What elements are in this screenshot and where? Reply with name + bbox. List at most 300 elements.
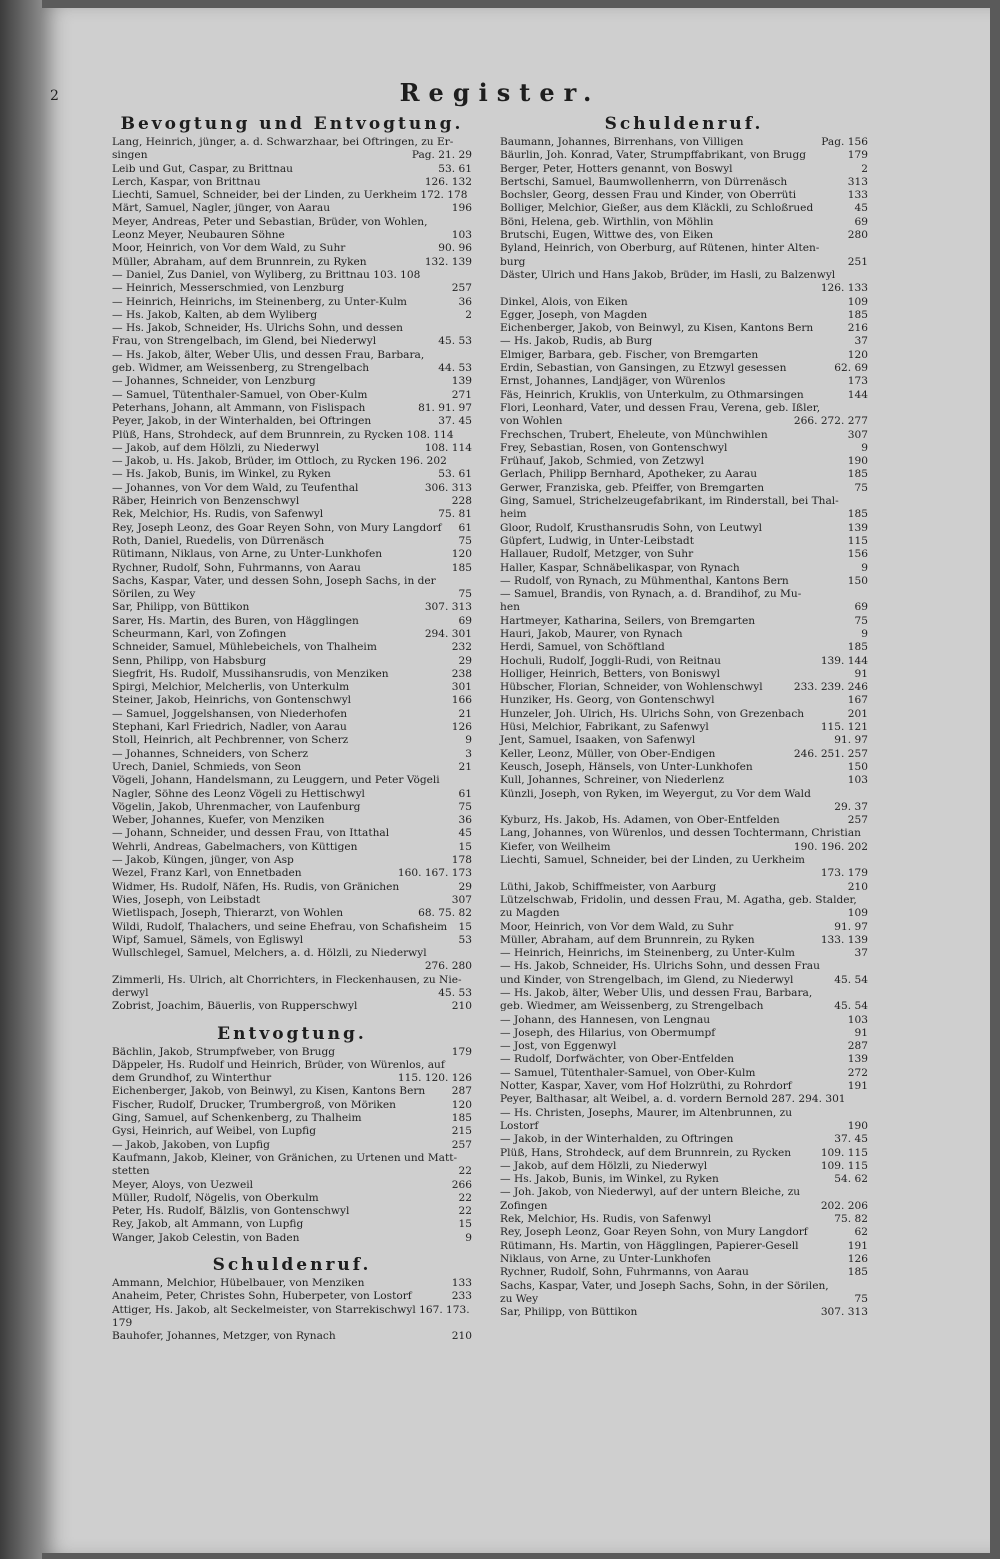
entry-pages: 22 <box>456 1192 472 1205</box>
entry-name: Frey, Sebastian, Rosen, von Gontenschwyl <box>500 441 728 454</box>
entry-pages: 115. 120. 126 <box>395 1072 472 1085</box>
register-entry <box>112 668 472 681</box>
register-entry <box>112 282 472 295</box>
register-entry <box>112 402 472 415</box>
entry-name: Dinkel, Alois, von Eiken <box>500 295 628 308</box>
register-entry <box>500 189 868 202</box>
register-entry <box>112 202 472 215</box>
entry-name: Däppeler, Hs. Rudolf und Heinrich, Brüder, von Würenlos, auf <box>112 1058 445 1071</box>
entry-name: Kaufmann, Jakob, Kleiner, von Gränichen, zu Urtenen und Matt- <box>112 1151 458 1164</box>
entry-name: von Wohlen <box>500 415 563 428</box>
entry-name: Bäurlin, Joh. Konrad, Vater, Strumpffabrikant, von Brugg <box>500 149 807 162</box>
entry-pages: 53. 61 <box>435 468 472 481</box>
entry-pages: 210 <box>449 1000 472 1013</box>
entry-name: — Samuel, Tütenthaler-Samuel, von Ober-Kulm <box>112 388 368 401</box>
register-entry <box>500 548 868 561</box>
entry-pages: 29 <box>456 655 472 668</box>
entry-name: heim <box>500 508 527 521</box>
entry-pages: 272 <box>845 1067 868 1080</box>
entry-name: Moor, Heinrich, von Vor dem Wald, zu Suhr <box>500 920 734 933</box>
register-entry <box>112 495 472 508</box>
entry-name: Hauri, Jakob, Maurer, von Rynach <box>500 627 683 640</box>
entry-pages: 75 <box>852 482 868 495</box>
entry-name: — Hs. Jakob, Rudis, ab Burg <box>500 335 653 348</box>
entry-pages: 22 <box>456 1165 472 1178</box>
entry-name: Gerlach, Philipp Bernhard, Apotheker, zu Aarau <box>500 468 758 481</box>
entry-name: Steiner, Jakob, Heinrichs, von Gontenschwyl <box>112 694 352 707</box>
register-entry <box>500 349 868 362</box>
entry-name: Wietlispach, Joseph, Thierarzt, von Wohlen <box>112 907 344 920</box>
entry-pages: 53. 61 <box>435 163 472 176</box>
entry-name: dem Grundhof, zu Winterthur <box>112 1072 272 1085</box>
entry-pages: 115 <box>845 535 868 548</box>
register-entry <box>112 375 472 388</box>
entry-name: Sar, Philipp, von Büttikon <box>112 601 250 614</box>
register-entry <box>112 974 472 987</box>
register-entry <box>500 854 868 867</box>
register-entry <box>500 242 868 255</box>
register-entry <box>112 309 472 322</box>
register-entry <box>112 455 472 468</box>
register-entry <box>112 854 472 867</box>
entry-name: Märt, Samuel, Nagler, jünger, von Aarau <box>112 202 331 215</box>
entry-pages: 75 <box>852 1293 868 1306</box>
register-entry <box>500 309 868 322</box>
entry-name: Haller, Kaspar, Schnäbelikaspar, von Rynach <box>500 561 740 574</box>
entry-name: — Jakob, in der Winterhalden, zu Oftringen <box>500 1133 734 1146</box>
register-entry <box>112 508 472 521</box>
register-entry <box>112 296 472 309</box>
register-entry <box>112 601 472 614</box>
entry-name: Keusch, Joseph, Hänsels, von Unter-Lunkhofen <box>500 760 753 773</box>
entry-pages: 75 <box>852 615 868 628</box>
entry-name: Zofingen <box>500 1199 548 1212</box>
register-entry <box>112 721 472 734</box>
entry-name: — Hs. Jakob, Schneider, Hs. Ulrichs Sohn, und dessen <box>112 322 403 335</box>
entry-pages: 75 <box>456 801 472 814</box>
register-entry <box>500 1213 868 1226</box>
entry-pages: 45 <box>456 827 472 840</box>
register-entry <box>500 748 868 761</box>
entry-name: Däster, Ulrich und Hans Jakob, Brüder, im Hasli, zu Balzenwyl <box>500 268 836 281</box>
entry-pages: 251 <box>845 256 868 269</box>
register-entry <box>112 442 472 455</box>
entry-pages: 36 <box>456 296 472 309</box>
register-entry <box>112 960 472 973</box>
register-entry <box>500 801 868 814</box>
entry-name: Notter, Kaspar, Xaver, vom Hof Holzrüthi, zu Rohrdorf <box>500 1080 792 1093</box>
register-entry <box>500 827 868 840</box>
entry-pages: 150 <box>845 761 868 774</box>
register-entry <box>112 1232 472 1245</box>
entry-name: Meyer, Aloys, von Uezweil <box>112 1178 254 1191</box>
register-entry <box>112 655 472 668</box>
entry-pages: Pag. 21. 29 <box>409 149 472 162</box>
register-entry <box>500 1027 868 1040</box>
entry-pages: 185 <box>449 562 472 575</box>
entry-name: Müller, Abraham, auf dem Brunnrein, zu Ryken <box>500 933 755 946</box>
entry-pages: 2 <box>462 309 472 322</box>
entry-name: Elmiger, Barbara, geb. Fischer, von Bremgarten <box>500 348 759 361</box>
entry-pages: 307. 313 <box>422 601 472 614</box>
register-entry <box>112 1000 472 1013</box>
register-entry <box>500 1107 868 1120</box>
entry-name: Fäs, Heinrich, Kruklis, von Unterkulm, zu Othmarsingen <box>500 388 804 401</box>
register-entry <box>500 1014 868 1027</box>
register-entry <box>500 681 868 694</box>
entry-pages: 190 <box>845 455 868 468</box>
entry-pages: 126 <box>449 721 472 734</box>
entry-name: Baumann, Johannes, Birrenhans, von Villigen <box>500 136 744 148</box>
entry-pages: 173. 179 <box>818 867 868 880</box>
entry-pages: 90. 96 <box>435 242 472 255</box>
register-entry <box>500 163 868 176</box>
register-entry <box>500 495 868 508</box>
entry-name: — Jakob, Küngen, jünger, von Asp <box>112 854 294 867</box>
entry-pages: 202. 206 <box>818 1200 868 1213</box>
register-entry <box>112 1218 472 1231</box>
entry-pages: 29 <box>456 881 472 894</box>
entry-pages: Pag. 156 <box>818 136 868 149</box>
entry-pages: 69 <box>456 615 472 628</box>
entry-pages: 173 <box>845 375 868 388</box>
entry-pages: 160. 167. 173 <box>395 867 472 880</box>
register-entry <box>112 734 472 747</box>
register-entry <box>500 322 868 335</box>
entry-name: Brutschi, Eugen, Wittwe des, von Eiken <box>500 229 714 242</box>
entry-pages: 233 <box>449 1290 472 1303</box>
register-entry <box>112 1112 472 1125</box>
entry-name: Lerch, Kaspar, von Brittnau <box>112 175 261 188</box>
entry-name: — Heinrich, Messerschmied, von Lenzburg <box>112 282 345 295</box>
entry-pages: 44. 53 <box>435 362 472 375</box>
register-entry <box>112 1165 472 1178</box>
register-entry <box>500 1053 868 1066</box>
entry-name: Müller, Abraham, auf dem Brunnrein, zu Ryken <box>112 255 367 268</box>
register-entry <box>112 522 472 535</box>
register-entry <box>112 163 472 176</box>
entry-name: Frühauf, Jakob, Schmied, von Zetzwyl <box>500 455 705 468</box>
register-entry <box>500 429 868 442</box>
entry-pages: 61 <box>456 522 472 535</box>
register-entry <box>500 256 868 269</box>
entry-pages: 54. 62 <box>831 1173 868 1186</box>
register-entry <box>500 934 868 947</box>
entry-name: derwyl <box>112 987 149 999</box>
entry-name: — Joseph, des Hilarius, von Obermumpf <box>500 1026 716 1039</box>
entry-name: Jent, Samuel, Isaaken, von Safenwyl <box>500 734 696 747</box>
entry-pages: 210 <box>449 1330 472 1343</box>
entry-name: — Hs. Jakob, Kalten, ab dem Wyliberg <box>112 308 318 321</box>
entry-name: Wullschlegel, Samuel, Melchers, a. d. Hölzli, zu Niederwyl <box>112 947 427 960</box>
entry-name: — Heinrich, Heinrichs, im Steinenberg, zu Unter-Kulm <box>112 295 407 308</box>
entry-pages: 91 <box>852 1027 868 1040</box>
entry-pages: 156 <box>845 548 868 561</box>
entry-name: Ernst, Johannes, Landjäger, von Würenlos <box>500 375 726 388</box>
entry-pages: 201 <box>845 708 868 721</box>
register-entry <box>500 1147 868 1160</box>
register-entry <box>112 389 472 402</box>
entry-name: Nagler, Söhne des Leonz Vögeli zu Hettischwyl <box>112 787 365 800</box>
register-entry <box>500 1120 868 1133</box>
entry-name: Attiger, Hs. Jakob, alt Seckelmeister, von Starrekischwyl 167. 173. 179 <box>112 1303 470 1329</box>
register-entry <box>500 734 868 747</box>
entry-name: zu Magden <box>500 907 560 920</box>
entry-name: Wipf, Samuel, Sämels, von Egliswyl <box>112 933 304 946</box>
entry-name: — Hs. Jakob, Bunis, im Winkel, zu Ryken <box>500 1173 719 1186</box>
entry-pages: 15 <box>456 921 472 934</box>
entry-name: Bauhofer, Johannes, Metzger, von Rynach <box>112 1330 336 1343</box>
entry-name: Schneider, Samuel, Mühlebeichels, von Thalheim <box>112 641 377 654</box>
entry-pages: 196 <box>449 202 472 215</box>
entry-pages: 45. 53 <box>435 987 472 1000</box>
entry-name: Flori, Leonhard, Vater, und dessen Frau, Verena, geb. Ißler, <box>500 401 821 414</box>
entry-name: Zobrist, Joachim, Bäuerlis, von Rupperschwyl <box>112 1000 358 1013</box>
register-entry <box>112 814 472 827</box>
entry-pages: 2 <box>858 163 868 176</box>
entry-pages: 139 <box>845 522 868 535</box>
entry-name: Peter, Hs. Rudolf, Bälzlis, von Gontenschwyl <box>112 1205 350 1218</box>
register-entry <box>500 668 868 681</box>
entry-name: Künzli, Joseph, von Ryken, im Weyergut, zu Vor dem Wald <box>500 787 811 800</box>
register-entry <box>112 881 472 894</box>
entry-name: — Heinrich, Heinrichs, im Steinenberg, zu Unter-Kulm <box>500 947 795 960</box>
entry-pages: 75 <box>456 588 472 601</box>
register-entry <box>500 788 868 801</box>
entry-pages: 21 <box>456 708 472 721</box>
entry-pages: 191 <box>845 1080 868 1093</box>
entry-pages: 185 <box>845 641 868 654</box>
register-entry <box>500 814 868 827</box>
register-entry <box>112 1152 472 1165</box>
entry-name: — Johannes, Schneider, von Lenzburg <box>112 375 316 388</box>
entry-name: Fischer, Rudolf, Drucker, Trumbergroß, von Möriken <box>112 1098 396 1111</box>
entry-pages: 3 <box>462 748 472 761</box>
entry-pages: 126. 133 <box>818 282 868 295</box>
entry-pages: 126 <box>845 1253 868 1266</box>
register-entry <box>500 601 868 614</box>
entry-pages: 62. 69 <box>831 362 868 375</box>
register-entry <box>112 907 472 920</box>
entry-pages: 69 <box>852 601 868 614</box>
entry-name: — Rudolf, Dorfwächter, von Ober-Entfelden <box>500 1053 734 1066</box>
register-entry <box>500 721 868 734</box>
entry-name: Rütimann, Hs. Martin, von Hägglingen, Papierer-Gesell <box>500 1239 799 1252</box>
register-entry <box>500 415 868 428</box>
register-entry <box>112 1059 472 1072</box>
register-entry <box>500 974 868 987</box>
entry-pages: 15 <box>456 841 472 854</box>
entry-name: Meyer, Andreas, Peter und Sebastian, Brüder, von Wohlen, <box>112 215 428 228</box>
entry-pages: 103 <box>845 774 868 787</box>
register-entry <box>500 1133 868 1146</box>
register-entry <box>112 628 472 641</box>
register-entry <box>112 1139 472 1152</box>
register-entry <box>500 1293 868 1306</box>
entry-pages: 109. 115 <box>818 1160 868 1173</box>
entry-pages: 91 <box>852 668 868 681</box>
register-entry <box>112 176 472 189</box>
entry-pages: 287 <box>845 1040 868 1053</box>
register-entry <box>500 389 868 402</box>
entry-name: Bolliger, Melchior, Gießer, aus dem Kläckli, zu Schloßrued <box>500 202 814 215</box>
entry-name: singen <box>112 149 148 162</box>
register-entry <box>500 641 868 654</box>
entry-pages: 120 <box>845 349 868 362</box>
entry-name: Rey, Jakob, alt Ammann, von Lupfig <box>112 1218 304 1231</box>
register-entry <box>500 1240 868 1253</box>
entry-name: Rey, Joseph Leonz, Goar Reyen Sohn, von Mury Langdorf <box>500 1226 808 1239</box>
register-entry <box>500 442 868 455</box>
entry-name: Rütimann, Niklaus, von Arne, zu Unter-Lunkhofen <box>112 548 383 561</box>
entry-name: Kiefer, von Weilheim <box>500 840 611 853</box>
entry-name: Bochsler, Georg, dessen Frau und Kinder, von Oberrüti <box>500 189 797 202</box>
register-entry <box>112 322 472 335</box>
register-entry <box>112 362 472 375</box>
entry-name: Lostorf <box>500 1119 539 1132</box>
entry-name: Gysi, Heinrich, auf Weibel, von Lupfig <box>112 1125 316 1138</box>
entry-name: Herdi, Samuel, von Schöftland <box>500 641 665 654</box>
entry-name: — Johannes, von Vor dem Wald, zu Teufenthal <box>112 481 359 494</box>
entry-pages: 307. 313 <box>818 1306 868 1319</box>
entry-name: stetten <box>112 1165 150 1178</box>
entry-pages: 109. 115 <box>818 1147 868 1160</box>
entry-name: Stephani, Karl Friedrich, Nadler, von Aarau <box>112 721 347 734</box>
entry-name: — Samuel, Tütenthaler-Samuel, von Ober-Kulm <box>500 1066 756 1079</box>
entry-name: Plüß, Hans, Strohdeck, auf dem Brunnrein, zu Rycken <box>500 1146 792 1159</box>
register-entry <box>112 708 472 721</box>
entry-pages: 37 <box>852 335 868 348</box>
register-entry <box>500 1226 868 1239</box>
register-entry <box>112 934 472 947</box>
entry-pages: 266. 272. 277 <box>791 415 868 428</box>
entry-pages: 91. 97 <box>831 921 868 934</box>
entry-name: Rychner, Rudolf, Sohn, Fuhrmanns, von Aarau <box>112 561 361 574</box>
entry-name: Sarer, Hs. Martin, des Buren, von Hägglingen <box>112 614 359 627</box>
register-entry <box>500 335 868 348</box>
entry-name: Peterhans, Johann, alt Ammann, von Fislispach <box>112 401 366 414</box>
section-heading: Schuldenruf. <box>212 1255 372 1276</box>
entry-name: — Hs. Jakob, Bunis, im Winkel, zu Ryken <box>112 468 331 481</box>
register-entry <box>112 229 472 242</box>
entry-name: Sar, Philipp, von Büttikon <box>500 1306 638 1319</box>
register-entry <box>112 841 472 854</box>
section-heading: Schuldenruf. <box>604 114 764 134</box>
entry-name: Hallauer, Rudolf, Metzger, von Suhr <box>500 548 694 561</box>
entry-name: Bertschi, Samuel, Baumwollenherrn, von Dürrenäsch <box>500 175 788 188</box>
entry-pages: 185 <box>845 1266 868 1279</box>
register-entry <box>500 1067 868 1080</box>
entry-name: Peyer, Balthasar, alt Weibel, a. d. vordern Bernold 287. 294. 301 <box>500 1093 846 1106</box>
entry-pages: 306. 313 <box>422 482 472 495</box>
entry-pages: 280 <box>845 229 868 242</box>
entry-name <box>500 867 868 880</box>
register-entry <box>500 362 868 375</box>
register-entry <box>500 655 868 668</box>
entry-name: — Johann, des Hannesen, von Lengnau <box>500 1013 711 1026</box>
entry-pages: 233. 239. 246 <box>791 681 868 694</box>
register-entry <box>112 947 472 960</box>
register-entry <box>112 548 472 561</box>
register-entry <box>500 1306 868 1319</box>
register-entry <box>500 960 868 973</box>
register-entry <box>112 827 472 840</box>
entry-pages: 115. 121 <box>818 721 868 734</box>
entry-name: geb. Widmer, am Weissenberg, zu Strengelbach <box>112 362 370 375</box>
register-entry <box>500 1253 868 1266</box>
register-entry <box>112 335 472 348</box>
register-entry <box>500 907 868 920</box>
register-entry <box>112 562 472 575</box>
entry-name: Rek, Melchior, Hs. Rudis, von Safenwyl <box>112 508 324 521</box>
register-entry <box>112 136 472 149</box>
entry-pages: 257 <box>449 1139 472 1152</box>
entry-name: burg <box>500 255 526 268</box>
register-entry <box>500 202 868 215</box>
entry-pages: 61 <box>456 788 472 801</box>
entry-name: Leonz Meyer, Neubauren Söhne <box>112 229 285 242</box>
entry-pages: 133 <box>449 1277 472 1290</box>
entry-name: Sörilen, zu Wey <box>112 588 196 601</box>
register-entry <box>500 296 868 309</box>
register-entry <box>500 282 868 295</box>
entry-pages: 45 <box>852 202 868 215</box>
register-entry <box>112 1072 472 1085</box>
entry-name: Peyer, Jakob, in der Winterhalden, bei Oftringen <box>112 415 372 428</box>
register-entry <box>500 176 868 189</box>
entry-name: — Hs. Christen, Josephs, Maurer, im Altenbrunnen, zu <box>500 1106 793 1119</box>
entry-name: Lang, Heinrich, jünger, a. d. Schwarzhaar, bei Oftringen, zu Er- <box>112 136 454 148</box>
entry-name: Ammann, Melchior, Hübelbauer, von Menziken <box>112 1277 365 1290</box>
entry-pages: 307 <box>449 894 472 907</box>
register-entry <box>112 575 472 588</box>
entry-name: — Jakob, auf dem Hölzli, zu Niederwyl <box>500 1159 708 1172</box>
entry-name: — Hs. Jakob, älter, Weber Ulis, und dessen Frau, Barbara, <box>112 348 425 361</box>
entry-name: hen <box>500 601 520 614</box>
entry-name: Erdin, Sebastian, von Gansingen, zu Etzwyl gesessen <box>500 362 787 375</box>
entry-pages: 37. 45 <box>435 415 472 428</box>
register-entry <box>500 468 868 481</box>
entry-pages: 139. 144 <box>818 655 868 668</box>
entry-name: Hüsi, Melchior, Fabrikant, zu Safenwyl <box>500 721 709 734</box>
entry-pages: 246. 251. 257 <box>791 748 868 761</box>
entry-pages: 166 <box>449 694 472 707</box>
register-entry <box>500 455 868 468</box>
entry-pages: 133 <box>845 189 868 202</box>
register-entry <box>500 149 868 162</box>
entry-pages: 37. 45 <box>831 1133 868 1146</box>
register-entry <box>112 748 472 761</box>
entry-pages: 257 <box>845 814 868 827</box>
register-entry <box>500 867 868 880</box>
entry-name: Wildi, Rudolf, Thalachers, und seine Ehefrau, von Schafisheim <box>112 920 448 933</box>
entry-pages: 301 <box>449 681 472 694</box>
register-entry <box>112 867 472 880</box>
register-entry <box>112 415 472 428</box>
entry-pages: 15 <box>456 1218 472 1231</box>
entry-name: — Jakob, auf dem Hölzli, zu Niederwyl <box>112 441 320 454</box>
entry-name: Eichenberger, Jakob, von Beinwyl, zu Kisen, Kantons Bern <box>112 1085 426 1098</box>
register-entry <box>112 761 472 774</box>
entry-pages: 210 <box>845 881 868 894</box>
entry-name: Wies, Joseph, von Leibstadt <box>112 893 261 906</box>
entry-name: Gloor, Rudolf, Krusthansrudis Sohn, von Leutwyl <box>500 521 763 534</box>
entry-pages: 150 <box>845 575 868 588</box>
entry-name: Kull, Johannes, Schreiner, von Niederlenz <box>500 774 724 787</box>
register-entry <box>500 402 868 415</box>
entry-pages: 257 <box>449 282 472 295</box>
entry-name: — Samuel, Joggelshansen, von Niederhofen <box>112 707 348 720</box>
